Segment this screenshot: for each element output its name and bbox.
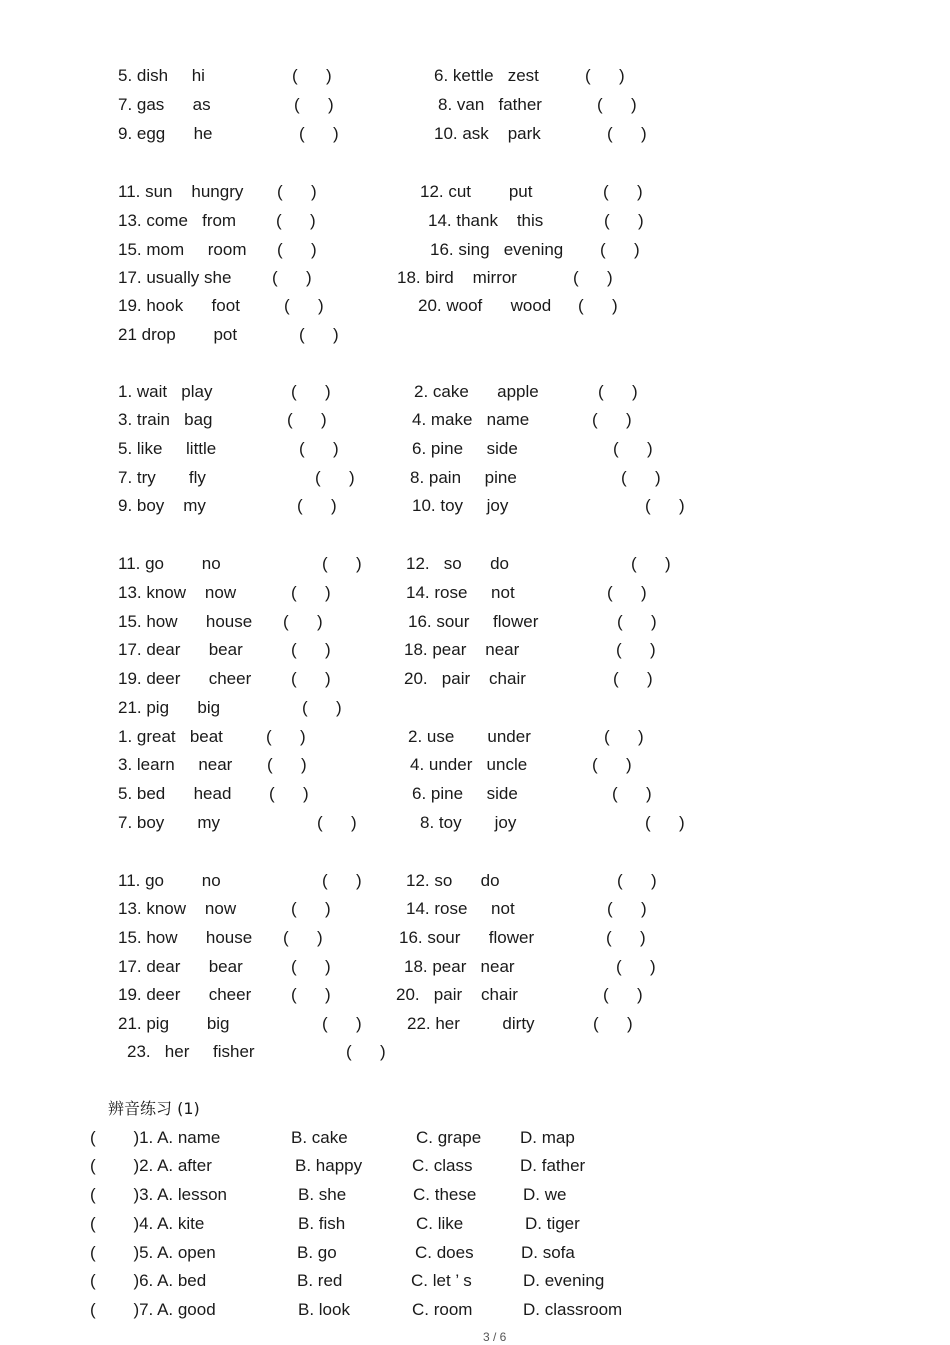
word-pair-item: 9. egg he [118,124,213,143]
answer-parentheses: ( ) [616,640,656,659]
option-d: D. we [523,1185,567,1204]
answer-parentheses: ( ) [276,211,316,230]
answer-parentheses: ( ) [607,583,647,602]
answer-parentheses: ( ) [315,468,355,487]
option-d: D. sofa [521,1243,575,1262]
option-c: C. let ’ s [411,1271,472,1290]
exercise-question: ( )3. A. lesson [90,1185,227,1204]
word-pair-item: 7. try fly [118,468,206,487]
answer-parentheses: ( ) [645,813,685,832]
word-pair-item: 7. boy my [118,813,221,832]
answer-parentheses: ( ) [284,296,324,315]
answer-parentheses: ( ) [317,813,357,832]
answer-parentheses: ( ) [299,124,339,143]
option-d: D. evening [523,1271,605,1290]
option-c: C. room [412,1300,473,1319]
answer-parentheses: ( ) [593,1014,633,1033]
word-pair-item: 17. dear bear [118,640,243,659]
option-c: C. grape [416,1128,482,1147]
word-pair-item: 5. dish hi [118,66,205,85]
answer-parentheses: ( ) [613,439,653,458]
word-pair-item: 7. gas as [118,95,211,114]
word-pair-item: 13. know now [118,899,237,918]
answer-parentheses: ( ) [291,640,331,659]
exercise-question: ( )7. A. good [90,1300,216,1319]
answer-parentheses: ( ) [592,410,632,429]
word-pair-item: 17. dear bear [118,957,243,976]
word-pair-item: 19. deer cheer [118,985,252,1004]
answer-parentheses: ( ) [291,957,331,976]
word-pair-item: 8. van father [438,95,542,114]
option-c: C. like [416,1214,464,1233]
word-pair-item: 8. toy joy [420,813,517,832]
option-b: B. cake [291,1128,348,1147]
answer-parentheses: ( ) [269,784,309,803]
answer-parentheses: ( ) [266,727,306,746]
word-pair-item: 16. sing evening [430,240,564,259]
option-d: D. classroom [523,1300,623,1319]
answer-parentheses: ( ) [597,95,637,114]
answer-parentheses: ( ) [291,985,331,1004]
option-c: C. these [413,1185,477,1204]
word-pair-item: 13. come from [118,211,237,230]
word-pair-item: 15. how house [118,928,253,947]
word-pair-item: 4. make name [412,410,530,429]
answer-parentheses: ( ) [322,871,362,890]
word-pair-item: 15. how house [118,612,253,631]
word-pair-item: 21 drop pot [118,325,238,344]
option-b: B. go [297,1243,337,1262]
answer-parentheses: ( ) [322,554,362,573]
word-pair-item: 20. pair chair [396,985,518,1004]
answer-parentheses: ( ) [604,211,644,230]
word-pair-item: 5. like little [118,439,217,458]
word-pair-item: 17. usually she [118,268,232,287]
answer-parentheses: ( ) [277,240,317,259]
answer-parentheses: ( ) [607,899,647,918]
option-b: B. fish [298,1214,346,1233]
answer-parentheses: ( ) [617,612,657,631]
option-d: D. father [520,1156,586,1175]
word-pair-item: 2. cake apple [414,382,539,401]
answer-parentheses: ( ) [299,325,339,344]
page-number: 3 / 6 [483,1330,507,1344]
word-pair-item: 13. know now [118,583,237,602]
answer-parentheses: ( ) [607,124,647,143]
answer-parentheses: ( ) [267,755,307,774]
word-pair-item: 20. pair chair [404,669,526,688]
answer-parentheses: ( ) [302,698,342,717]
word-pair-item: 4. under uncle [410,755,528,774]
word-pair-item: 3. learn near [118,755,233,774]
word-pair-item: 3. train bag [118,410,213,429]
option-c: C. does [415,1243,474,1262]
word-pair-item: 2. use under [408,727,531,746]
answer-parentheses: ( ) [578,296,618,315]
word-pair-item: 8. pain pine [410,468,517,487]
word-pair-item: 6. kettle zest [434,66,539,85]
answer-parentheses: ( ) [287,410,327,429]
answer-parentheses: ( ) [272,268,312,287]
word-pair-item: 11. go no [118,871,221,890]
answer-parentheses: ( ) [346,1042,386,1061]
word-pair-item: 14. rose not [406,899,515,918]
word-pair-item: 20. woof wood [418,296,552,315]
answer-parentheses: ( ) [297,496,337,515]
answer-parentheses: ( ) [612,784,652,803]
word-pair-item: 14. thank this [428,211,544,230]
word-pair-item: 19. deer cheer [118,669,252,688]
exercise-question: ( )1. A. name [90,1128,221,1147]
option-c: C. class [412,1156,473,1175]
word-pair-item: 21. pig big [118,698,221,717]
word-pair-item: 18. bird mirror [397,268,517,287]
answer-parentheses: ( ) [585,66,625,85]
word-pair-item: 10. ask park [434,124,541,143]
word-pair-item: 14. rose not [406,583,515,602]
answer-parentheses: ( ) [322,1014,362,1033]
answer-parentheses: ( ) [299,439,339,458]
word-pair-item: 10. toy joy [412,496,509,515]
answer-parentheses: ( ) [294,95,334,114]
option-b: B. she [298,1185,347,1204]
word-pair-item: 1. great beat [118,727,223,746]
option-b: B. red [297,1271,343,1290]
word-pair-item: 16. sour flower [408,612,539,631]
answer-parentheses: ( ) [617,871,657,890]
word-pair-item: 5. bed head [118,784,232,803]
word-pair-item: 11. sun hungry [118,182,244,201]
answer-parentheses: ( ) [573,268,613,287]
answer-parentheses: ( ) [613,669,653,688]
exercise-question: ( )5. A. open [90,1243,216,1262]
exercise-question: ( )6. A. bed [90,1271,207,1290]
word-pair-item: 23. her fisher [127,1042,255,1061]
word-pair-item: 11. go no [118,554,221,573]
option-d: D. tiger [525,1214,580,1233]
answer-parentheses: ( ) [603,182,643,201]
answer-parentheses: ( ) [598,382,638,401]
answer-parentheses: ( ) [621,468,661,487]
answer-parentheses: ( ) [645,496,685,515]
word-pair-item: 9. boy my [118,496,206,515]
answer-parentheses: ( ) [600,240,640,259]
word-pair-item: 6. pine side [412,439,518,458]
answer-parentheses: ( ) [604,727,644,746]
word-pair-item: 19. hook foot [118,296,240,315]
word-pair-item: 16. sour flower [399,928,535,947]
word-pair-item: 12. so do [406,871,500,890]
option-b: B. look [298,1300,350,1319]
answer-parentheses: ( ) [291,382,331,401]
answer-parentheses: ( ) [603,985,643,1004]
exercise-question: ( )4. A. kite [90,1214,205,1233]
exercise-question: ( )2. A. after [90,1156,212,1175]
word-pair-item: 22. her dirty [407,1014,535,1033]
answer-parentheses: ( ) [616,957,656,976]
answer-parentheses: ( ) [283,612,323,631]
answer-parentheses: ( ) [291,669,331,688]
exercise-title: 辨音练习 (1) [108,1099,200,1118]
answer-parentheses: ( ) [291,583,331,602]
answer-parentheses: ( ) [283,928,323,947]
word-pair-item: 21. pig big [118,1014,230,1033]
word-pair-item: 18. pear near [404,640,520,659]
word-pair-item: 15. mom room [118,240,247,259]
answer-parentheses: ( ) [291,899,331,918]
word-pair-item: 6. pine side [412,784,518,803]
option-d: D. map [520,1128,575,1147]
word-pair-item: 1. wait play [118,382,213,401]
answer-parentheses: ( ) [606,928,646,947]
word-pair-item: 12. cut put [420,182,533,201]
word-pair-item: 18. pear near [404,957,515,976]
option-b: B. happy [295,1156,363,1175]
answer-parentheses: ( ) [592,755,632,774]
answer-parentheses: ( ) [277,182,317,201]
word-pair-item: 12. so do [406,554,510,573]
answer-parentheses: ( ) [292,66,332,85]
answer-parentheses: ( ) [631,554,671,573]
